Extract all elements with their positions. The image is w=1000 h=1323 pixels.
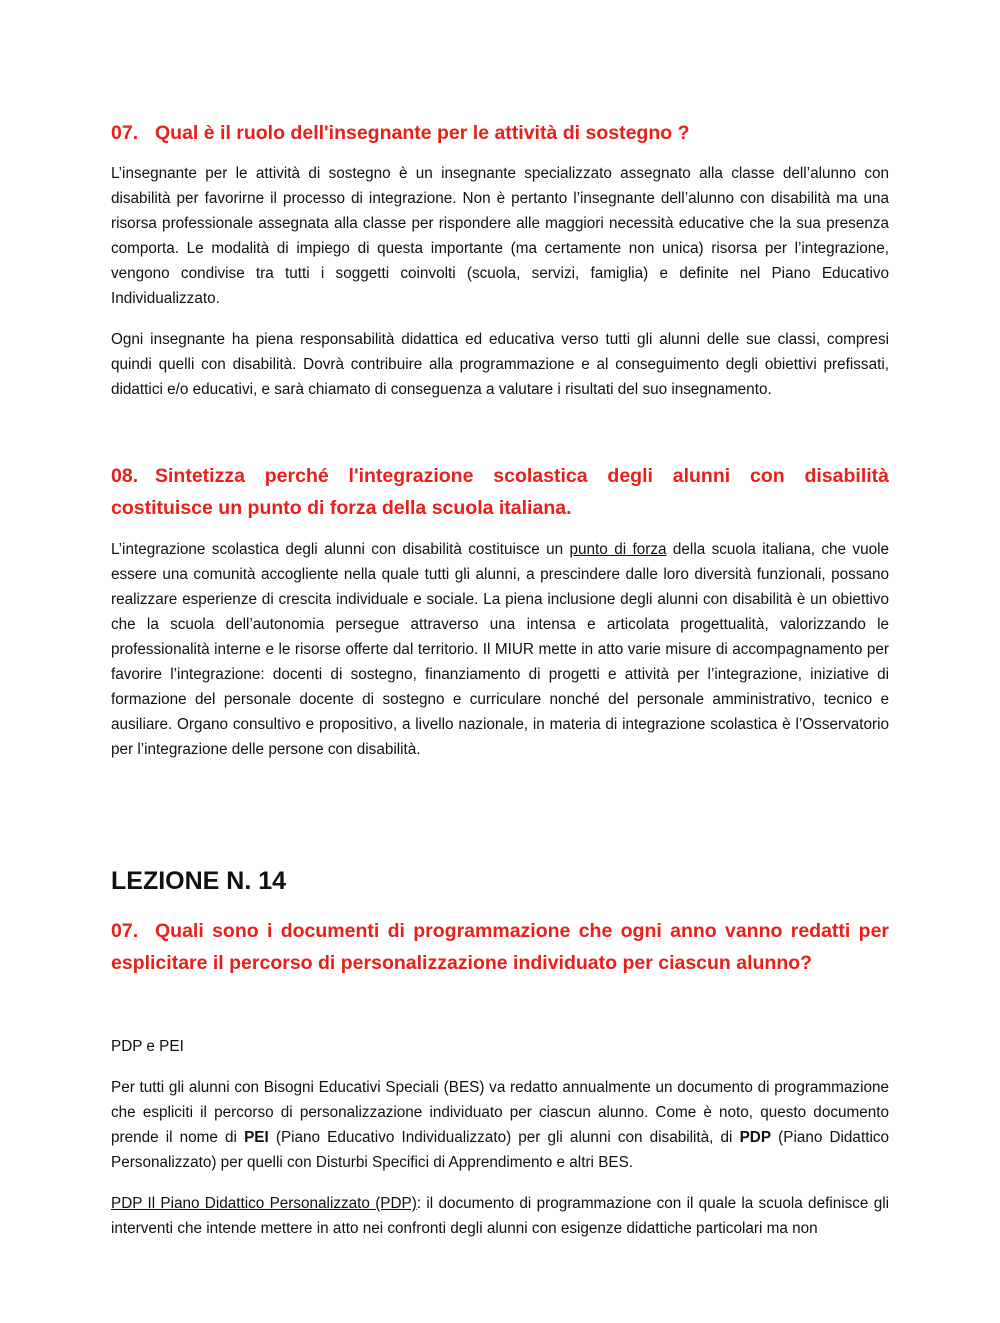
- question-title: Quali sono i documenti di programmazione che ogni anno vanno redatti per esplicitare il percorso di personalizzazione individuato per ciascun alunno?: [111, 920, 889, 974]
- paragraph: L’insegnante per le attività di sostegno è un insegnante specializzato assegnato alla classe dell’alunno con disabilità per favorirne il processo di integrazione. Non è pertanto l’insegnante dell’alunno con disabilità ma una risorsa professionale assegnata alla classe per rispondere alle maggiori necessità educative che la sua presenza comporta. Le modalità di impiego di questa importante (ma certamente non unica) risorsa per l’integrazione, vengono condivise tra tutti i soggetti coinvolti (scuola, servizi, famiglia) e definite nel Piano Educativo Individualizzato.: [111, 165, 889, 307]
- question-number: 08.: [111, 465, 139, 487]
- lesson-title: LEZIONE N. 14: [111, 867, 287, 895]
- bold-text: PEI: [244, 1129, 269, 1146]
- text-run: (Piano Didattico Personalizzato) per quelli con Disturbi Specifici di Apprendimento e altri BES.: [111, 1129, 889, 1171]
- text-run: Per tutti gli alunni con Bisogni Educativi Speciali (BES) va redatto annualmente un documento di programmazione che espliciti il percorso di personalizzazione individuato per ciascun alunno. Come è noto, questo documento prende il nome di: [111, 1079, 889, 1146]
- question-title: Sintetizza perché l'integrazione scolastica degli alunni con disabilità costituisce un punto di forza della scuola italiana.: [111, 465, 889, 519]
- question-number: 07.: [111, 122, 139, 144]
- question-heading-08: [111, 460, 889, 524]
- text-run: (Piano Educativo Individualizzato) per gli alunni con disabilità, di: [268, 1129, 740, 1146]
- question-heading-07: [111, 117, 889, 149]
- paragraph: [111, 1191, 889, 1241]
- paragraph: [111, 1075, 889, 1175]
- underlined-text: PDP Il Piano Didattico Personalizzato (PDP): [111, 1195, 417, 1212]
- text-run: : il documento di programmazione con il quale la scuola definisce gli interventi che intende mettere in atto nei confronti degli alunni con esigenze didattiche particolari ma non: [111, 1195, 890, 1237]
- question-heading-14-07: [111, 915, 889, 979]
- text-run: della scuola italiana, che vuole essere una comunità accogliente nella quale tutti gli alunni, a prescindere dalle loro diversità funzionali, possano realizzare esperienze di crescita individuale e sociale. La piena inclusione degli alunni con disabilità è un obiettivo che la scuola dell’autonomia persegue attraverso una intensa e articolata progettualità, valorizzando le professionalità interne e le risorse offerte dal territorio. Il MIUR mette in atto varie misure di accompagnamento per favorire l’integrazione: docenti di sostegno, finanziamento di progetti e attività per l’integrazione, iniziative di formazione del personale docente di sostegno e curriculare nonché del personale amministrativo, tecnico e ausiliare. Organo consultivo e propositivo, a livello nazionale, in materia di integrazione scolastica è l’Osservatorio per l’integrazione delle persone con disabilità.: [111, 541, 889, 758]
- paragraph: Ogni insegnante ha piena responsabilità didattica ed educativa verso tutti gli alunni delle sue classi, compresi quindi quelli con disabilità. Dovrà contribuire alla programmazione e al conseguimento degli obiettivi prefissati, didattici e/o educativi, e sarà chiamato di conseguenza a valutare i risultati del suo insegnamento.: [111, 331, 889, 398]
- paragraph: [111, 537, 889, 762]
- bold-text: PDP: [739, 1129, 772, 1146]
- question-title: Qual è il ruolo dell'insegnante per le attività di sostegno ?: [155, 122, 690, 144]
- paragraph: PDP e PEI: [111, 1038, 184, 1055]
- question-number: 07.: [111, 920, 139, 942]
- underlined-text: punto di forza: [569, 541, 667, 558]
- text-run: L’integrazione scolastica degli alunni con disabilità costituisce un: [111, 541, 570, 558]
